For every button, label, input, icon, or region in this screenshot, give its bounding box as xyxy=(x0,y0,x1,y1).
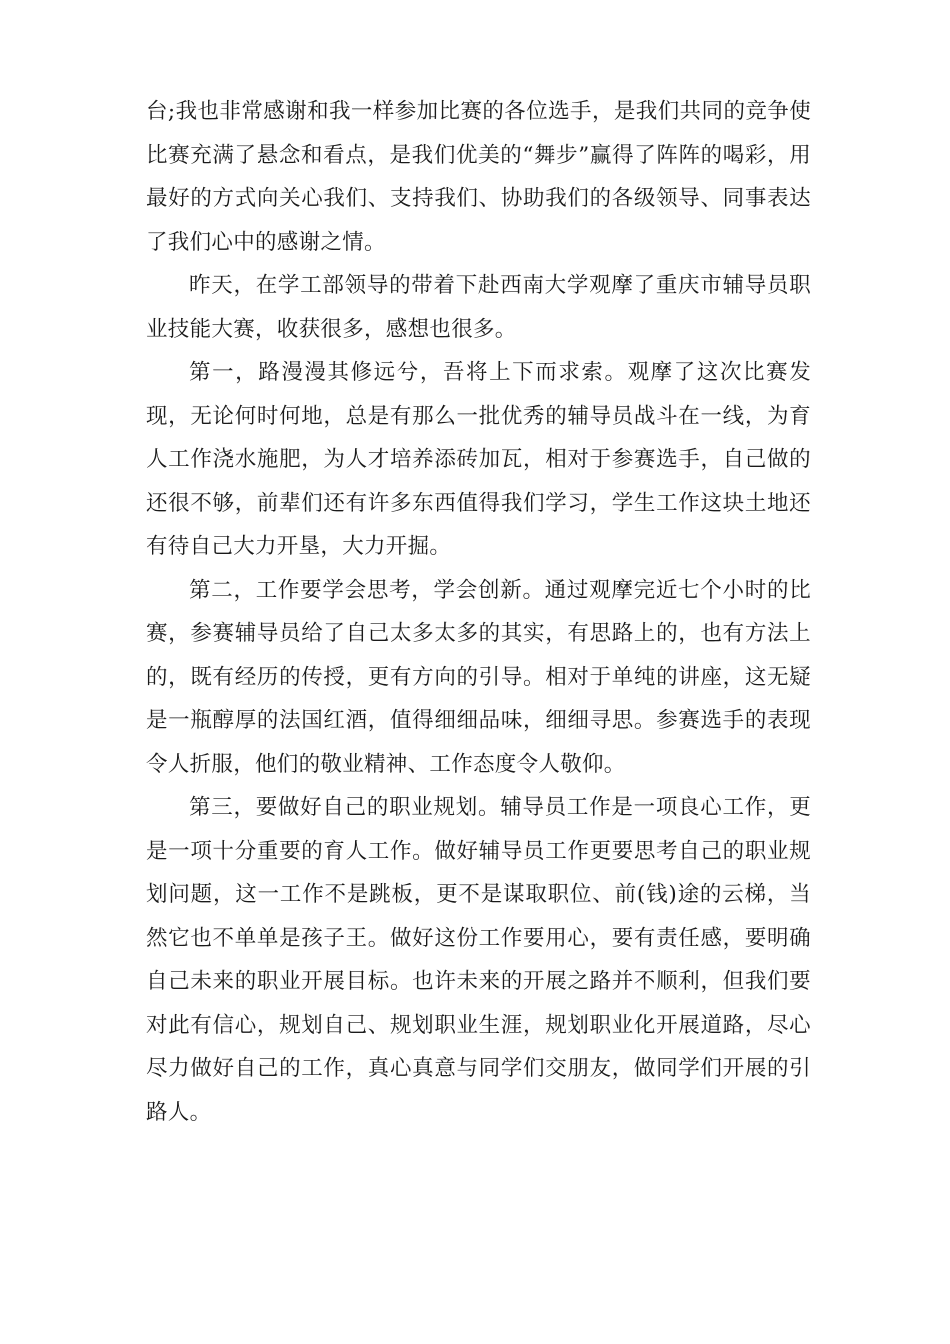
paragraph-point-one: 第一，路漫漫其修远兮，吾将上下而求索。观摩了这次比赛发现，无论何时何地，总是有那么一批优秀的辅导员战斗在一线，为育人工作浇水施肥，为人才培养添砖加瓦，相对于参赛选手，自己做的还很不够，前辈们还有许多东西值得我们学习，学生工作这块土地还有待自己大力开垦，大力开掘。 xyxy=(146,360,811,559)
document-body xyxy=(146,90,811,1134)
paragraph-point-two: 第二，工作要学会思考，学会创新。通过观摩完近七个小时的比赛，参赛辅导员给了自己太多太多的其实，有思路上的，也有方法上的，既有经历的传授，更有方向的引导。相对于单纯的讲座，这无疑是一瓶醇厚的法国红酒，值得细细品味，细细寻思。参赛选手的表现令人折服，他们的敬业精神、工作态度令人敬仰。 xyxy=(146,577,811,777)
paragraph-continuation: 台;我也非常感谢和我一样参加比赛的各位选手，是我们共同的竞争使比赛充满了悬念和看点，是我们优美的“舞步”赢得了阵阵的喝彩，用最好的方式向关心我们、支持我们、协助我们的各级领导、同事表达了我们心中的感谢之情。 xyxy=(146,99,811,255)
paragraph-observation-intro: 昨天，在学工部领导的带着下赴西南大学观摩了重庆市辅导员职业技能大赛，收获很多，感想也很多。 xyxy=(146,273,811,342)
paragraph-point-three: 第三，要做好自己的职业规划。辅导员工作是一项良心工作，更是一项十分重要的育人工作。做好辅导员工作更要思考自己的职业规划问题，这一工作不是跳板，更不是谋取职位、前(钱)途的云梯，当然它也不单单是孩子王。做好这份工作要用心，要有责任感，要明确自己未来的职业开展目标。也许未来的开展之路并不顺利，但我们要对此有信心，规划自己、规划职业生涯，规划职业化开展道路，尽心尽力做好自己的工作，真心真意与同学们交朋友，做同学们开展的引路人。 xyxy=(146,795,811,1125)
